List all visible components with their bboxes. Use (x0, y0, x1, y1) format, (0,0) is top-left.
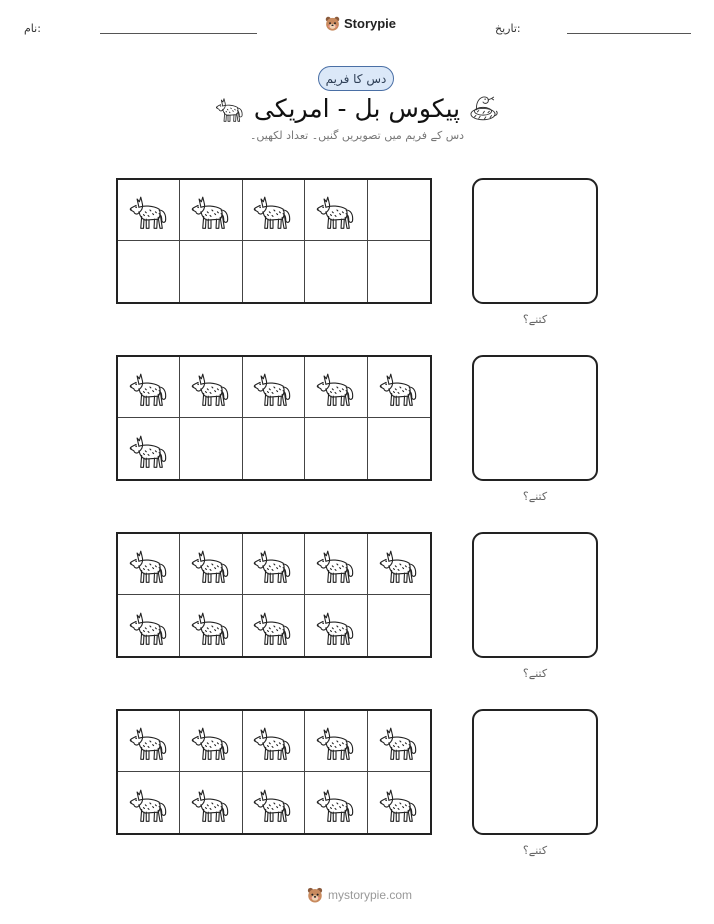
name-label: نام: (24, 22, 41, 35)
date-line[interactable] (567, 33, 691, 34)
wolf-icon (189, 781, 233, 825)
page-title: پیکوس بل - امریکی (253, 94, 461, 123)
frame-cell (118, 180, 180, 241)
wolf-icon (189, 604, 233, 648)
wolf-icon (127, 781, 171, 825)
how-many-label: کتنے؟ (522, 667, 548, 680)
frame-cell (305, 534, 367, 595)
ten-frame (116, 178, 432, 304)
date-label: تاریخ: (495, 22, 521, 35)
frame-cell (180, 180, 242, 241)
frame-cell (368, 534, 430, 595)
frame-cell (305, 595, 367, 656)
frame-cell (118, 772, 180, 833)
rattlesnake-icon (466, 90, 500, 124)
ten-frame (116, 355, 432, 481)
wolf-icon (251, 542, 295, 586)
frame-cell (180, 711, 242, 772)
frame-cell (368, 357, 430, 418)
wolf-icon (251, 719, 295, 763)
wolf-icon (314, 542, 358, 586)
wolf-icon (251, 188, 295, 232)
frame-cell (180, 357, 242, 418)
bear-icon (306, 886, 324, 904)
wolf-icon (314, 719, 358, 763)
wolf-icon (314, 188, 358, 232)
frame-cell (243, 534, 305, 595)
wolf-icon (127, 427, 171, 471)
footer-url[interactable]: mystorypie.com (328, 888, 413, 902)
wolf-icon (251, 365, 295, 409)
answer-box[interactable] (472, 709, 598, 835)
brand-name: Storypie (344, 15, 397, 31)
wolf-icon (189, 365, 233, 409)
wolf-icon (377, 781, 421, 825)
frame-cell (368, 711, 430, 772)
wolf-icon (377, 719, 421, 763)
frame-cell (368, 772, 430, 833)
frame-cell (118, 711, 180, 772)
frame-cell (243, 418, 305, 479)
wolf-icon (189, 188, 233, 232)
frame-cell (118, 418, 180, 479)
wolf-icon (314, 604, 358, 648)
wolf-icon (127, 188, 171, 232)
how-many-label: کتنے؟ (522, 313, 548, 326)
frame-cell (118, 357, 180, 418)
storypie-logo (324, 12, 396, 34)
frame-cell (180, 241, 242, 302)
frame-cell (118, 595, 180, 656)
wolf-icon (377, 542, 421, 586)
frame-cell (180, 534, 242, 595)
bear-icon (324, 15, 341, 32)
frame-cell (180, 772, 242, 833)
wolf-icon (189, 719, 233, 763)
frame-cell (368, 418, 430, 479)
ten-frame (116, 532, 432, 658)
frame-cell (243, 241, 305, 302)
frame-cell (305, 711, 367, 772)
wolf-icon (127, 365, 171, 409)
ten-frame (116, 709, 432, 835)
frame-cell (368, 595, 430, 656)
wolf-icon (189, 542, 233, 586)
frame-cell (305, 180, 367, 241)
how-many-label: کتنے؟ (522, 844, 548, 857)
wolf-icon (251, 604, 295, 648)
wolf-icon (314, 365, 358, 409)
frame-cell (243, 180, 305, 241)
frame-cell (305, 772, 367, 833)
how-many-label: کتنے؟ (522, 490, 548, 503)
wolf-icon (251, 781, 295, 825)
frame-cell (368, 180, 430, 241)
wolf-icon (377, 365, 421, 409)
frame-cell (180, 595, 242, 656)
frame-cell (243, 711, 305, 772)
frame-cell (118, 534, 180, 595)
frame-cell (305, 357, 367, 418)
answer-box[interactable] (472, 178, 598, 304)
frame-cell (368, 241, 430, 302)
footer (306, 884, 412, 906)
wolf-icon (127, 542, 171, 586)
answer-box[interactable] (472, 532, 598, 658)
wolf-icon (314, 781, 358, 825)
name-line[interactable] (100, 33, 257, 34)
instructions: دس کے فریم میں تصویریں گنیں۔ تعداد لکھیں۔ (249, 129, 465, 142)
frame-cell (305, 241, 367, 302)
wolf-icon (127, 604, 171, 648)
worksheet-badge: دس کا فریم (318, 66, 394, 91)
frame-cell (118, 241, 180, 302)
answer-box[interactable] (472, 355, 598, 481)
frame-cell (243, 357, 305, 418)
frame-cell (243, 595, 305, 656)
frame-cell (243, 772, 305, 833)
frame-cell (305, 418, 367, 479)
wolf-icon (127, 719, 171, 763)
frame-cell (180, 418, 242, 479)
